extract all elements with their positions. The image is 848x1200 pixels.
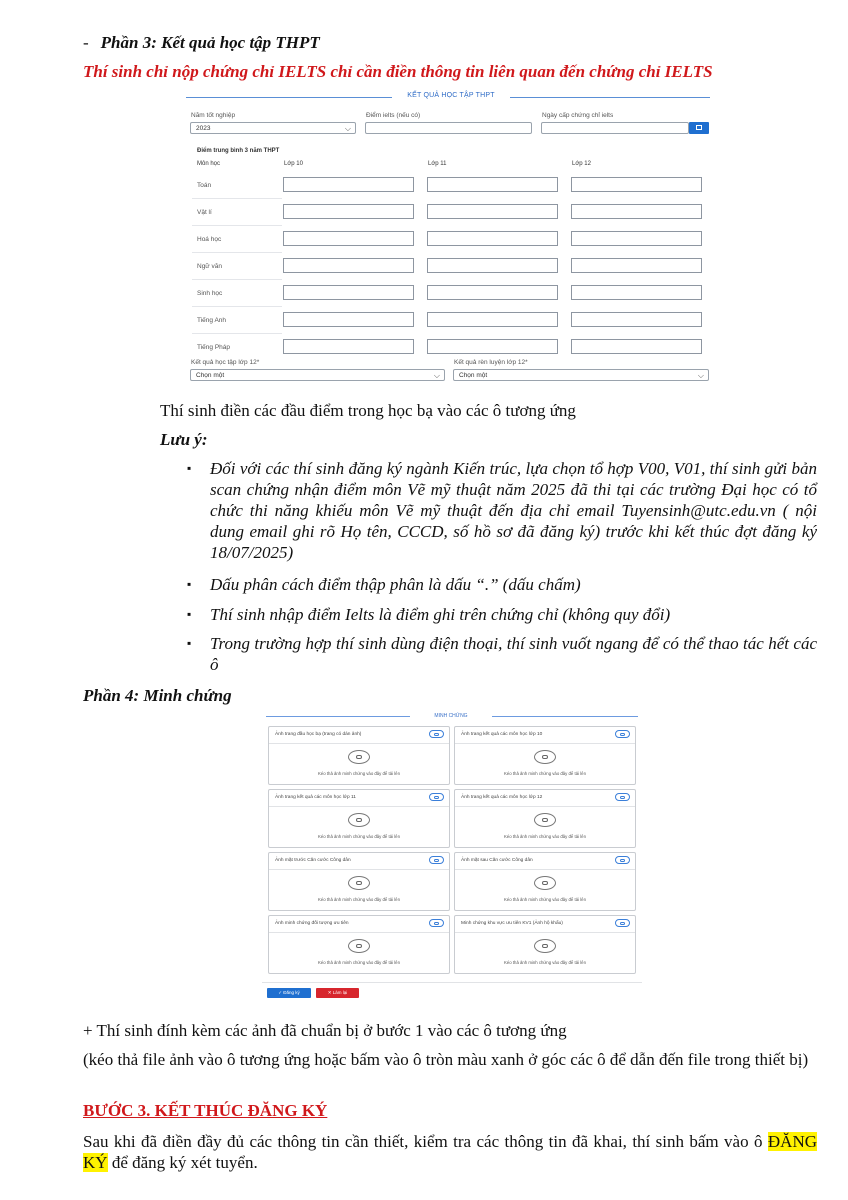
upload-icon[interactable] (534, 750, 556, 764)
upload-card[interactable] (268, 789, 450, 848)
grad-year-select[interactable] (190, 122, 356, 134)
upload-card-title: Ảnh trang kết quả các môn học lớp 11 (275, 795, 356, 800)
upload-card-title: Ảnh trang đầu học bạ (trang có dán ảnh) (275, 732, 362, 737)
chevron-down-icon: ⌵ (433, 371, 440, 380)
header-grade-12: Lớp 12 (572, 161, 591, 167)
ielts-date-input[interactable] (541, 122, 689, 134)
upload-card[interactable] (454, 852, 636, 911)
ielts-date-label: Ngày cấp chứng chỉ ielts (542, 112, 614, 119)
drop-hint: Kéo thả ảnh minh chứng vào đây để tải lên (318, 960, 400, 965)
cloud-icon (434, 733, 439, 736)
row-divider (192, 198, 282, 199)
note-item: Thí sinh nhập điểm Ielts là điểm ghi trên chứng chỉ (không quy đổi) (210, 605, 671, 624)
score-input-grade-10[interactable] (283, 177, 414, 192)
cloud-icon (434, 859, 439, 862)
result-12-label: Kết quả học tập lớp 12* (191, 359, 260, 366)
drop-hint: Kéo thả ảnh minh chứng vào đây để tải lên (318, 897, 400, 902)
average-score-label: Điểm trung bình 3 năm THPT (197, 148, 280, 154)
header-subject: Môn học (197, 161, 221, 167)
subject-label: Tiếng Anh (197, 317, 227, 324)
final-instruction (83, 1131, 817, 1173)
conduct-12-label: Kết quả rèn luyện lớp 12* (454, 359, 528, 366)
evidence-upload-form (262, 712, 642, 1008)
drop-hint: Kéo thả ảnh minh chứng vào đây để tải lên (504, 897, 586, 902)
grad-year-value: 2023 (196, 125, 211, 132)
score-input-grade-11[interactable] (427, 231, 558, 246)
bullet-icon: ▪ (187, 636, 192, 650)
upload-card[interactable] (454, 789, 636, 848)
card-divider (269, 869, 449, 870)
calendar-button[interactable] (689, 122, 709, 134)
header-grade-10: Lớp 10 (284, 161, 303, 167)
drag-instruction: (kéo thả file ảnh vào ô tương ứng hoặc bấm vào ô tròn màu xanh ở góc các ô để dẫn đến file trong thiết bị) (83, 1050, 809, 1069)
card-divider (269, 806, 449, 807)
drop-hint: Kéo thả ảnh minh chứng vào đây để tải lên (504, 960, 586, 965)
cloud-icon (356, 755, 362, 759)
note-title: Lưu ý: (160, 430, 208, 449)
score-input-grade-10[interactable] (283, 258, 414, 273)
cloud-icon (542, 881, 548, 885)
ielts-note: Thí sinh chỉ nộp chứng chỉ IELTS chỉ cần điền thông tin liên quan đến chứng chỉ IELTS (83, 62, 713, 81)
subject-label: Vật lí (197, 209, 212, 216)
legend-rule-right (510, 97, 710, 98)
score-input-grade-12[interactable] (571, 258, 702, 273)
upload-icon[interactable] (534, 939, 556, 953)
drop-hint: Kéo thả ảnh minh chứng vào đây để tải lên (318, 771, 400, 776)
cloud-icon (542, 944, 548, 948)
cloud-icon (620, 922, 625, 925)
upload-icon[interactable] (348, 876, 370, 890)
card-divider (269, 932, 449, 933)
subject-label: Toán (197, 182, 212, 189)
note-item: Dấu phân cách điểm thập phân là dấu “.” (dấu chấm) (210, 575, 581, 594)
ielts-input[interactable] (365, 122, 532, 134)
cloud-icon (356, 881, 362, 885)
register-highlight: ĐĂNG KÝ (83, 1132, 817, 1172)
cloud-icon (620, 796, 625, 799)
drop-hint: Kéo thả ảnh minh chứng vào đây để tải lên (504, 771, 586, 776)
upload-icon[interactable] (534, 876, 556, 890)
score-input-grade-12[interactable] (571, 339, 702, 354)
bullet-icon: ▪ (187, 461, 192, 475)
result-12-value: Chọn một (196, 372, 225, 379)
upload-card-title: Ảnh minh chứng đối tượng ưu tiên (275, 921, 349, 926)
score-input-grade-11[interactable] (427, 177, 558, 192)
upload-card-title: Minh chứng khu vực ưu tiên KV1 (Ảnh hộ khẩu) (461, 921, 563, 926)
subject-label: Hoá học (197, 236, 222, 243)
academic-results-form (182, 88, 716, 384)
reset-button[interactable]: ✕ Làm lại (316, 988, 359, 998)
section-3-heading (83, 33, 320, 53)
final-text-after: để đăng ký xét tuyển. (107, 1153, 258, 1172)
cloud-icon (542, 755, 548, 759)
score-input-grade-11[interactable] (427, 204, 558, 219)
upload-card-title: Ảnh mặt trước Căn cước Công dân (275, 858, 351, 863)
card-divider (455, 869, 635, 870)
score-input-grade-10[interactable] (283, 312, 414, 327)
upload-card-title: Ảnh trang kết quả các môn học lớp 12 (461, 795, 543, 800)
score-input-grade-12[interactable] (571, 285, 702, 300)
cloud-icon (356, 944, 362, 948)
attach-instruction: + Thí sinh đính kèm các ảnh đã chuẩn bị ở bước 1 vào các ô tương ứng (83, 1021, 567, 1040)
browse-file-button[interactable] (429, 856, 444, 864)
card-divider (455, 932, 635, 933)
score-input-grade-10[interactable] (283, 231, 414, 246)
header-grade-11: Lớp 11 (428, 161, 447, 167)
upload-card-title: Ảnh mặt sau Căn cước Công dân (461, 858, 533, 863)
score-input-grade-11[interactable] (427, 285, 558, 300)
cloud-icon (620, 733, 625, 736)
bullet-icon: ▪ (187, 577, 192, 591)
note-item: Trong trường hợp thí sinh dùng điện thoại, thí sinh vuốt ngang để có thể thao tác hết các ô (210, 634, 817, 674)
register-button[interactable]: ✓ Đăng ký (267, 988, 311, 998)
chevron-down-icon: ⌵ (344, 124, 351, 133)
score-input-grade-11[interactable] (427, 339, 558, 354)
row-divider (192, 333, 282, 334)
upload-card[interactable] (268, 852, 450, 911)
upload-card[interactable] (454, 726, 636, 785)
result-12-select[interactable] (190, 369, 445, 381)
subject-label: Tiếng Pháp (197, 344, 231, 351)
legend-rule-left (266, 716, 410, 717)
calendar-icon (696, 125, 702, 130)
row-divider (192, 225, 282, 226)
browse-file-button[interactable] (615, 856, 630, 864)
score-input-grade-12[interactable] (571, 231, 702, 246)
cloud-icon (356, 818, 362, 822)
intro-text: Thí sinh điền các đầu điểm trong học bạ vào các ô tương ứng (160, 401, 576, 420)
upload-card[interactable] (454, 915, 636, 974)
row-divider (192, 279, 282, 280)
browse-file-button[interactable] (615, 793, 630, 801)
upload-icon[interactable] (348, 813, 370, 827)
card-divider (455, 806, 635, 807)
upload-card[interactable] (268, 915, 450, 974)
row-divider (192, 252, 282, 253)
score-input-grade-11[interactable] (427, 312, 558, 327)
conduct-12-value: Chọn một (459, 372, 488, 379)
note-item: Đối với các thí sinh đăng ký ngành Kiến trúc, lựa chọn tổ hợp V00, V01, thí sinh gửi bản scan chứng nhận điểm môn Vẽ mỹ thuật năm 2025 đã thi tại các trường Đại học có tổ chức thi năng khiếu môn Vẽ mỹ thuật đến địa chỉ email Tuyensinh@utc.edu.vn ( nội dung email ghi rõ Họ tên, CCCD, số hồ sơ đã đăng ký) trước khi kết thúc đợt đăng ký 18/07/2025) (210, 459, 817, 562)
browse-file-button[interactable] (429, 730, 444, 738)
card-divider (269, 743, 449, 744)
browse-file-button[interactable] (429, 793, 444, 801)
browse-file-button[interactable] (615, 730, 630, 738)
form-legend: KẾT QUẢ HỌC TẬP THPT (392, 92, 510, 99)
list-dash: - (83, 33, 89, 52)
score-input-grade-10[interactable] (283, 285, 414, 300)
cloud-icon (434, 796, 439, 799)
conduct-12-select[interactable] (453, 369, 709, 381)
score-input-grade-11[interactable] (427, 258, 558, 273)
card-divider (455, 743, 635, 744)
section-4-title: Phần 4: Minh chứng (83, 686, 232, 705)
section-3-title: Phần 3: Kết quả học tập THPT (100, 33, 320, 52)
legend-rule-right (492, 716, 638, 717)
browse-file-button[interactable] (429, 919, 444, 927)
form-divider (262, 982, 642, 983)
cloud-icon (620, 859, 625, 862)
row-divider (192, 306, 282, 307)
subject-label: Sinh học (197, 290, 223, 297)
upload-icon[interactable] (348, 750, 370, 764)
subject-label: Ngữ văn (197, 263, 222, 270)
drop-hint: Kéo thả ảnh minh chứng vào đây để tải lên (318, 834, 400, 839)
step-3-title: BƯỚC 3. KẾT THÚC ĐĂNG KÝ (83, 1101, 328, 1120)
drop-hint: Kéo thả ảnh minh chứng vào đây để tải lên (504, 834, 586, 839)
chevron-down-icon: ⌵ (697, 371, 704, 380)
score-input-grade-12[interactable] (571, 312, 702, 327)
score-input-grade-10[interactable] (283, 204, 414, 219)
upload-icon[interactable] (348, 939, 370, 953)
cloud-icon (542, 818, 548, 822)
score-input-grade-12[interactable] (571, 177, 702, 192)
upload-card-title: Ảnh trang kết quả các môn học lớp 10 (461, 732, 543, 737)
upload-card[interactable] (268, 726, 450, 785)
final-text-before: Sau khi đã điền đầy đủ các thông tin cần thiết, kiểm tra các thông tin đã khai, thí sinh bấm vào ô (83, 1132, 768, 1151)
upload-icon[interactable] (534, 813, 556, 827)
ielts-label: Điểm ielts (nếu có) (366, 112, 421, 119)
form-legend: MINH CHỨNG (410, 713, 492, 719)
legend-rule-left (186, 97, 392, 98)
grad-year-label: Năm tốt nghiệp (191, 112, 236, 119)
cloud-icon (434, 922, 439, 925)
bullet-icon: ▪ (187, 607, 192, 621)
score-input-grade-10[interactable] (283, 339, 414, 354)
score-input-grade-12[interactable] (571, 204, 702, 219)
browse-file-button[interactable] (615, 919, 630, 927)
